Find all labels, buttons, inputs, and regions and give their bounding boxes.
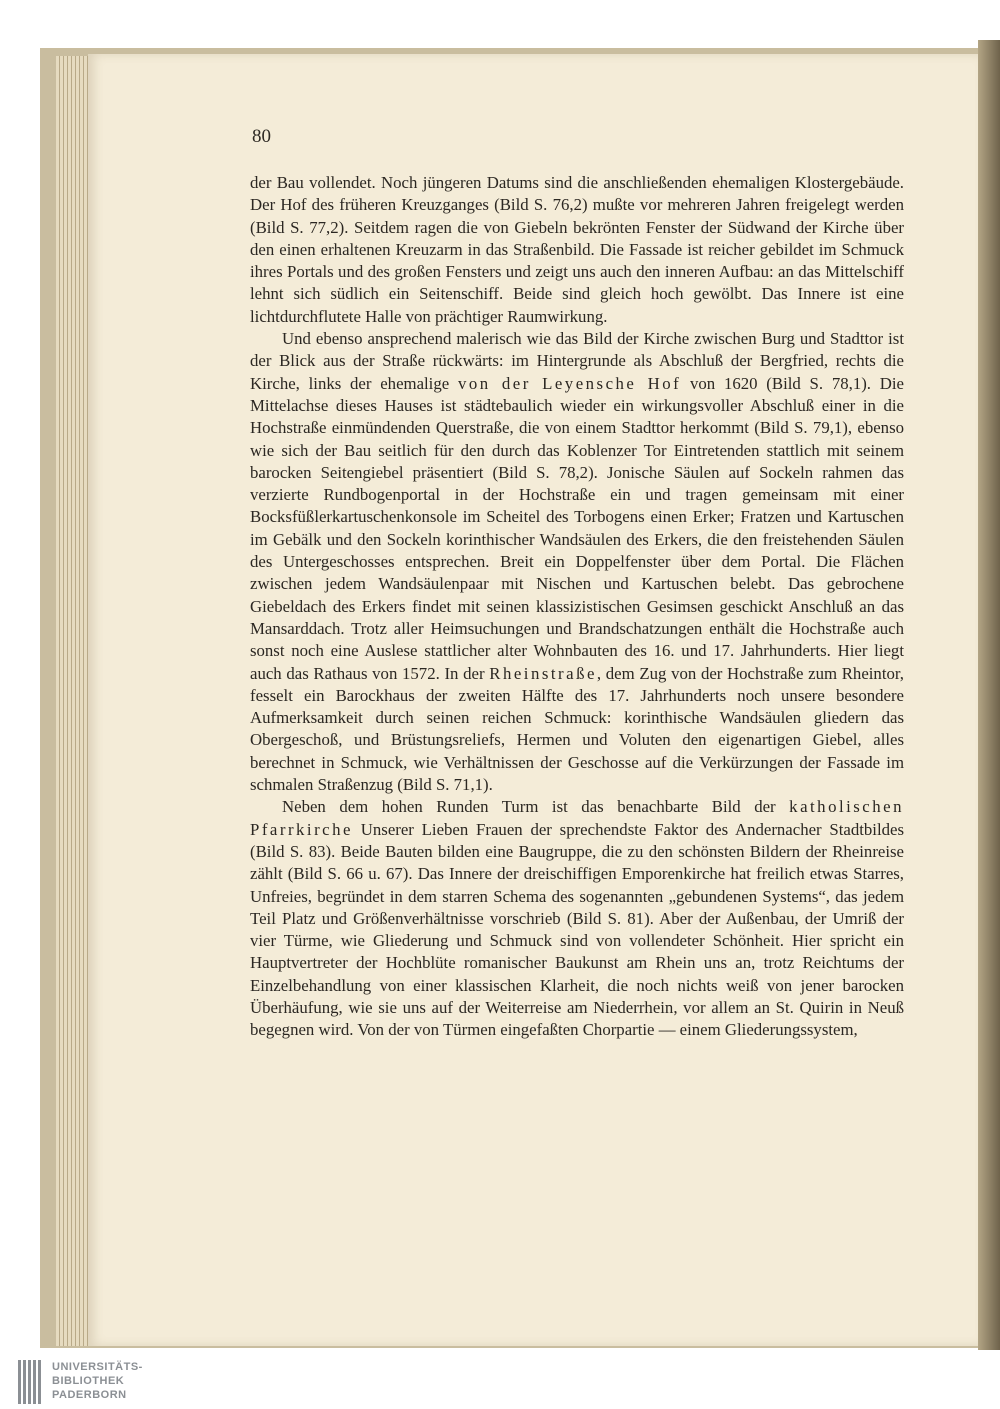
text-run: Unserer Lieben Frauen der sprechendste Faktor des Andernacher Stadtbildes (Bild S. 83). Beide Bauten bilden eine Baugruppe, die zu den schönsten Bildern der Rheinreise zählt (Bild S. 66 u. 67). Das Innere der dreischiffigen Emporenkirche hat freilich etwas Starres, Unfreies, begründet in dem starren Schema des sogenannten „gebundenen Systems“, das jedem Teil Platz und Größenverhältnisse vorschrieb (Bild S. 81). Aber der Außenbau, der Umriß der vier Türme, wie Gliederung und Schmuck sind von vollendeter Schönheit. Hier spricht ein Hauptvertreter der Hochblüte romanischer Baukunst am Rhein uns an, trotz Reichtums der Einzelbehandlung von einer klassischen Klarheit, die noch nichts weiß von jener barocken Überhäufung, wie sie uns auf der Weiterreise am Niederrhein, vor allem an St. Quirin in Neuß begegnen wird. Von der von Türmen eingefaßten Chorpartie — einem Gliederungssystem, (250, 819, 904, 1040)
spaced-emphasis: von der Leyensche Hof (457, 373, 682, 393)
body-text (250, 172, 904, 1042)
text-run: , dem Zug von der Hochstraße zum Rheintor, fesselt ein Barockhaus der zweiten Hälfte des 17. Jahrhunderts noch unsere besondere Aufmerksamkeit durch seinen reichen Schmuck: korinthische Wandsäulen gliedern das Obergeschoß, und Brüstungsreliefs, Hermen und Voluten den eigenartigen Giebel, alles berechnet in Schmuck, wie Verhältnissen der Geschosse auf die Verkürzungen der Fassade im schmalen Straßenzug (Bild S. 71,1). (250, 663, 904, 795)
library-logo-icon (18, 1360, 44, 1404)
text-run: der Bau vollendet. Noch jüngeren Datums sind die anschließenden ehemaligen Klostergebäude. Der Hof des früheren Kreuzganges (Bild S. 76,2) mußte vor mehreren Jahren freigelegt werden (Bild S. 77,2). Seitdem ragen die von Giebeln bekrönten Fenster der Südwand der Kirche über den einen erhaltenen Kreuzarm in das Straßenbild. Die Fassade ist reicher gebildet im Schmuck ihres Portals und des großen Fensters und zeigt uns auch den inneren Aufbau: an das Mittelschiff lehnt sich südlich ein Seitenschiff. Beide sind gleich hoch gewölbt. Das Innere ist eine lichtdurchflutete Halle von prächtiger Raumwirkung. (250, 173, 904, 326)
library-logo-text (52, 1360, 143, 1402)
logo-line: BIBLIOTHEK (52, 1375, 125, 1387)
spaced-emphasis: Rheinstraße (489, 663, 597, 683)
paragraph (250, 328, 904, 796)
text-run: Neben dem hohen Runden Turm ist das benachbarte Bild der (282, 797, 790, 817)
spaced-emphasis: katholischen Pfarrkirche (250, 797, 904, 839)
page-number: 80 (252, 126, 271, 147)
paragraph (250, 796, 904, 1041)
paragraph (250, 172, 904, 328)
logo-line: PADERBORN (52, 1389, 127, 1401)
library-logo (0, 1356, 1000, 1409)
logo-line: UNIVERSITÄTS- (52, 1361, 143, 1373)
book-gutter-edge (978, 40, 1000, 1350)
text-run: von 1620 (Bild S. 78,1). Die Mittelachse dieses Hauses ist städtebaulich wieder ein wirkungsvoller Abschluß einer in die Hochstraße einmündenden Querstraße, die von einem Stadttor herkommt (Bild S. 79,1), ebenso wie sich der Bau seitlich für den durch das Koblenzer Tor Eintretenden stattlich mit seinem barocken Seitengiebel präsentiert (Bild S. 78,2). Jonische Säulen auf Sockeln rahmen das verzierte Rundbogenportal in der Hochstraße ein und tragen gemeinsam mit einer Bocksfüßlerkartuschenkonsole im Scheitel des Torbogens einen Erker; Fratzen und Kartuschen im Gebälk und den Sockeln korinthischer Wandsäulen des Erkers, die den freistehenden Säulen des Untergeschosses entsprechen. Breit ein Doppelfenster über dem Portal. Die Flächen zwischen jedem Wandsäulenpaar mit Nischen und Kartuschen belebt. Das gebrochene Giebeldach des Erkers findet mit seinen klassizistischen Gesimsen geschickt Anschluß an das Mansarddach. Trotz aller Heimsuchungen und Brandschatzungen enthält die Hochstraße auch sonst noch eine Auslese stattlicher alter Wohnbauten des 16. und 17. Jahrhunderts. Hier liegt auch das Rathaus von 1572. In der (250, 373, 905, 683)
text-run: Und ebenso ansprechend malerisch wie das Bild der Kirche zwischen Burg und Stadttor ist der Blick aus der Straße rückwärts: im Hintergrunde als Abschluß der Bergfried, rechts die Kirche, links der ehemalige (250, 329, 904, 393)
